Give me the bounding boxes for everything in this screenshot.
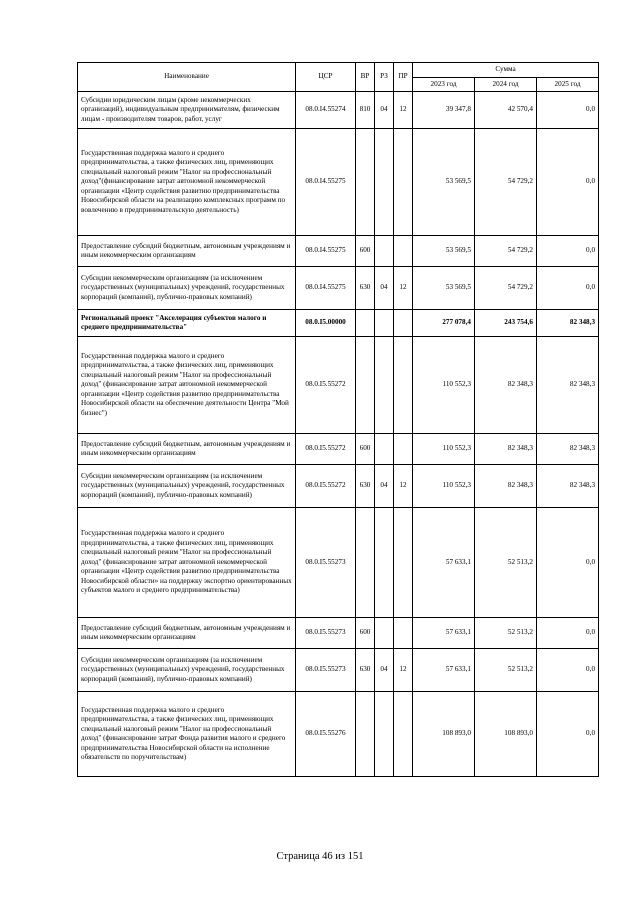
cell-rz: 04 [375, 267, 394, 310]
cell-rz [375, 337, 394, 434]
table-row [78, 267, 599, 310]
cell-csr: 08.0.I5.55272 [296, 337, 356, 434]
cell-rz [375, 310, 394, 337]
cell-y2023: 108 893,0 [413, 692, 475, 777]
cell-y2025: 82 348,3 [537, 310, 599, 337]
cell-name: Субсидии юридическим лицам (кроме некоммерческих организаций), индивидуальным предпринимателям, физическим лицам - производителям товаров, работ, услуг [78, 92, 296, 129]
cell-name: Предоставление субсидий бюджетным, автономным учреждениям и иным некоммерческим организациям [78, 236, 296, 267]
table-row [78, 310, 599, 337]
cell-csr: 08.0.I5.00000 [296, 310, 356, 337]
cell-name: Государственная поддержка малого и среднего предпринимательства, а также физических лиц, применяющих специальный налоговый режим "Налог на профессиональный доход" (финансирование затрат автономной некоммерческой организации «Центр содействия развитию предпринимательства Новосибирской области на обеспечение деятельности Центра "Мой бизнес") [78, 337, 296, 434]
cell-pr [394, 310, 413, 337]
header-pr: ПР [394, 63, 413, 92]
cell-vr: 630 [356, 465, 375, 508]
table-row [78, 92, 599, 129]
cell-csr: 08.0.I5.55273 [296, 649, 356, 692]
cell-rz [375, 692, 394, 777]
cell-pr [394, 508, 413, 618]
table-row [78, 236, 599, 267]
cell-y2024: 42 570,4 [475, 92, 537, 129]
cell-y2025: 0,0 [537, 129, 599, 236]
cell-y2023: 39 347,8 [413, 92, 475, 129]
cell-vr: 600 [356, 434, 375, 465]
cell-y2023: 53 569,5 [413, 236, 475, 267]
cell-csr: 08.0.I4.55275 [296, 267, 356, 310]
header-vr: ВР [356, 63, 375, 92]
cell-pr [394, 129, 413, 236]
cell-name: Государственная поддержка малого и среднего предпринимательства, а также физических лиц, применяющих специальный налоговый режим "Налог на профессиональный доход"(финансирование затрат автономной некоммерческой организации «Центр содействия развитию предпринимательства Новосибирской области на реализацию комплексных программ по вовлечению в предпринимательскую деятельность) [78, 129, 296, 236]
header-year-2023: 2023 год [413, 77, 475, 92]
cell-y2024: 243 754,6 [475, 310, 537, 337]
cell-vr: 600 [356, 618, 375, 649]
cell-pr [394, 618, 413, 649]
cell-vr: 630 [356, 649, 375, 692]
page-number: Страница 46 из 151 [276, 851, 364, 862]
cell-vr: 630 [356, 267, 375, 310]
cell-pr [394, 434, 413, 465]
cell-vr [356, 692, 375, 777]
cell-csr: 08.0.I5.55272 [296, 465, 356, 508]
cell-pr [394, 337, 413, 434]
cell-y2024: 54 729,2 [475, 129, 537, 236]
header-name: Наименование [78, 63, 296, 92]
cell-y2024: 82 348,3 [475, 434, 537, 465]
table-row [78, 692, 599, 777]
table-row [78, 618, 599, 649]
cell-y2025: 0,0 [537, 267, 599, 310]
cell-name: Предоставление субсидий бюджетным, автономным учреждениям и иным некоммерческим организациям [78, 434, 296, 465]
cell-rz: 04 [375, 649, 394, 692]
table-row [78, 465, 599, 508]
cell-vr: 810 [356, 92, 375, 129]
cell-csr: 08.0.I5.55273 [296, 508, 356, 618]
cell-y2025: 0,0 [537, 692, 599, 777]
cell-rz [375, 236, 394, 267]
cell-csr: 08.0.I4.55275 [296, 236, 356, 267]
cell-name: Государственная поддержка малого и среднего предпринимательства, а также физических лиц, применяющих специальный налоговый режим "Налог на профессиональный доход" (финансирование затрат Фонда развития малого и среднего предпринимательства Новосибирской области на исполнение обязательств по поручительствам) [78, 692, 296, 777]
table-row [78, 434, 599, 465]
cell-name: Предоставление субсидий бюджетным, автономным учреждениям и иным некоммерческим организациям [78, 618, 296, 649]
cell-y2024: 108 893,0 [475, 692, 537, 777]
cell-pr: 12 [394, 267, 413, 310]
header-year-2025: 2025 год [537, 77, 599, 92]
cell-vr [356, 337, 375, 434]
cell-y2023: 110 552,3 [413, 434, 475, 465]
cell-vr [356, 310, 375, 337]
cell-y2025: 0,0 [537, 92, 599, 129]
cell-y2025: 82 348,3 [537, 465, 599, 508]
budget-table [77, 62, 599, 777]
cell-y2024: 54 729,2 [475, 236, 537, 267]
cell-name: Государственная поддержка малого и среднего предпринимательства, а также физических лиц, применяющих специальный налоговый режим "Налог на профессиональный доход" (финансирование затрат автономной некоммерческой организации «Центр содействия развитию предпринимательства Новосибирской области» на поддержку экспортно ориентированных субъектов малого и среднего предпринимательства) [78, 508, 296, 618]
cell-vr [356, 129, 375, 236]
cell-y2023: 57 633,1 [413, 618, 475, 649]
cell-rz [375, 508, 394, 618]
header-rz: РЗ [375, 63, 394, 92]
cell-y2024: 54 729,2 [475, 267, 537, 310]
cell-name: Субсидии некоммерческим организациям (за исключением государственных (муниципальных) учреждений, государственных корпораций (компаний), публично-правовых компаний) [78, 649, 296, 692]
cell-pr [394, 692, 413, 777]
cell-pr: 12 [394, 465, 413, 508]
cell-y2023: 53 569,5 [413, 129, 475, 236]
cell-vr [356, 508, 375, 618]
cell-y2024: 82 348,3 [475, 465, 537, 508]
cell-y2023: 57 633,1 [413, 649, 475, 692]
cell-y2024: 52 513,2 [475, 649, 537, 692]
header-year-2024: 2024 год [475, 77, 537, 92]
cell-y2024: 52 513,2 [475, 618, 537, 649]
cell-y2023: 277 078,4 [413, 310, 475, 337]
cell-csr: 08.0.I5.55276 [296, 692, 356, 777]
cell-y2023: 57 633,1 [413, 508, 475, 618]
table-row [78, 129, 599, 236]
cell-y2025: 0,0 [537, 236, 599, 267]
cell-pr: 12 [394, 92, 413, 129]
cell-y2025: 0,0 [537, 618, 599, 649]
table-body [78, 92, 599, 777]
cell-name: Региональный проект "Акселерация субъектов малого и среднего предпринимательства" [78, 310, 296, 337]
cell-y2024: 82 348,3 [475, 337, 537, 434]
cell-pr: 12 [394, 649, 413, 692]
cell-csr: 08.0.I5.55272 [296, 434, 356, 465]
cell-y2025: 82 348,3 [537, 434, 599, 465]
cell-rz [375, 434, 394, 465]
cell-rz: 04 [375, 92, 394, 129]
header-sum: Сумма [413, 63, 599, 78]
cell-y2023: 110 552,3 [413, 337, 475, 434]
cell-y2025: 0,0 [537, 508, 599, 618]
cell-y2023: 53 569,5 [413, 267, 475, 310]
table-header [78, 63, 599, 92]
cell-csr: 08.0.I4.55275 [296, 129, 356, 236]
cell-rz [375, 129, 394, 236]
cell-y2023: 110 552,3 [413, 465, 475, 508]
table-row [78, 337, 599, 434]
table-row [78, 508, 599, 618]
cell-vr: 600 [356, 236, 375, 267]
table-row [78, 649, 599, 692]
cell-y2024: 52 513,2 [475, 508, 537, 618]
cell-csr: 08.0.I4.55274 [296, 92, 356, 129]
cell-csr: 08.0.I5.55273 [296, 618, 356, 649]
cell-name: Субсидии некоммерческим организациям (за исключением государственных (муниципальных) учреждений, государственных корпораций (компаний), публично-правовых компаний) [78, 465, 296, 508]
cell-rz [375, 618, 394, 649]
cell-pr [394, 236, 413, 267]
cell-y2025: 0,0 [537, 649, 599, 692]
cell-y2025: 82 348,3 [537, 337, 599, 434]
header-csr: ЦСР [296, 63, 356, 92]
cell-name: Субсидии некоммерческим организациям (за исключением государственных (муниципальных) учреждений, государственных корпораций (компаний), публично-правовых компаний) [78, 267, 296, 310]
cell-rz: 04 [375, 465, 394, 508]
